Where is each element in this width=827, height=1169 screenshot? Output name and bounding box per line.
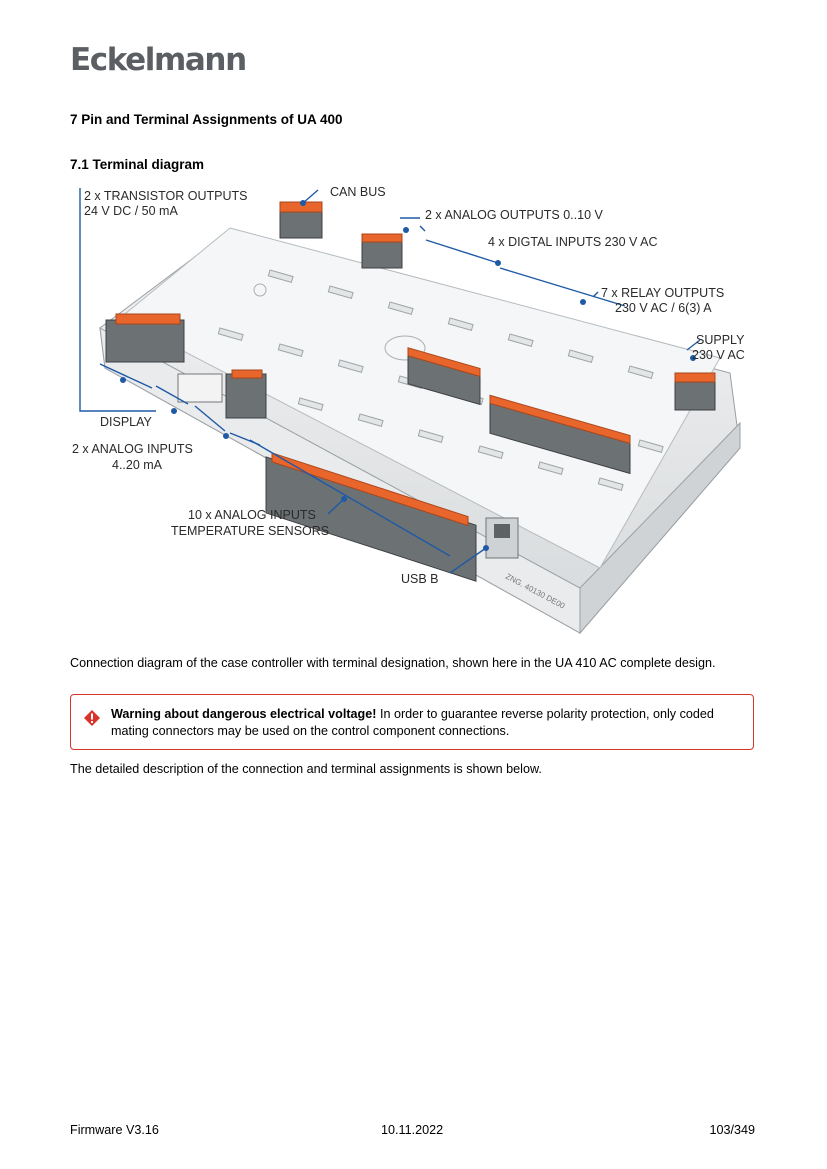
label-transistor-2: 24 V DC / 50 mA xyxy=(84,204,178,218)
warning-body: In order to guarantee reverse polarity protection, only coded mating connectors may be used on the control component connections. xyxy=(111,707,714,738)
can-bus-connector xyxy=(280,202,322,238)
footer-page-number: 103/349 xyxy=(709,1123,755,1137)
label-analog-outputs: 2 x ANALOG OUTPUTS 0..10 V xyxy=(425,208,603,222)
transistor-output-connector xyxy=(106,314,184,362)
supply-connector xyxy=(675,373,715,410)
engraving-text: ZNG. 40130 DE00 xyxy=(504,571,567,611)
chapter-heading: 7 Pin and Terminal Assignments of UA 400 xyxy=(70,112,343,127)
usb-b-connector xyxy=(486,518,518,558)
label-analog-in-2: 4..20 mA xyxy=(112,458,163,472)
footer-date: 10.11.2022 xyxy=(381,1123,444,1137)
label-supply-2: 230 V AC xyxy=(692,348,745,362)
figure-caption: Connection diagram of the case controller with terminal designation, shown here in the UA 410 AC complete design. xyxy=(70,656,716,670)
label-usb: USB B xyxy=(401,572,439,586)
label-digital-inputs: 4 x DIGTAL INPUTS 230 V AC xyxy=(488,235,658,249)
footer-firmware: Firmware V3.16 xyxy=(70,1123,159,1137)
label-analog-in-1: 2 x ANALOG INPUTS xyxy=(72,442,193,456)
section-heading: 7.1 Terminal diagram xyxy=(70,157,205,172)
brand-logo: Eckelmann xyxy=(70,42,246,78)
label-temp-1: 10 x ANALOG INPUTS xyxy=(188,508,316,522)
label-can-bus: CAN BUS xyxy=(330,185,386,199)
label-transistor-1: 2 x TRANSISTOR OUTPUTS xyxy=(84,189,248,203)
label-relay-1: 7 x RELAY OUTPUTS xyxy=(601,286,725,300)
label-display: DISPLAY xyxy=(100,415,152,429)
warning-title: Warning about dangerous electrical voltage! xyxy=(111,707,377,721)
analog-output-connector xyxy=(362,234,402,268)
label-supply-1: SUPPLY xyxy=(696,333,745,347)
display-connector xyxy=(178,374,222,402)
warning-box xyxy=(70,694,754,750)
description-intro: The detailed description of the connection and terminal assignments is shown below. xyxy=(70,762,542,776)
warning-text xyxy=(111,706,741,740)
terminal-diagram xyxy=(60,178,770,638)
label-temp-2: TEMPERATURE SENSORS xyxy=(171,524,330,538)
warning-diamond-icon xyxy=(83,709,101,727)
label-relay-2: 230 V AC / 6(3) A xyxy=(615,301,712,315)
analog-input-420-connector xyxy=(226,370,266,418)
